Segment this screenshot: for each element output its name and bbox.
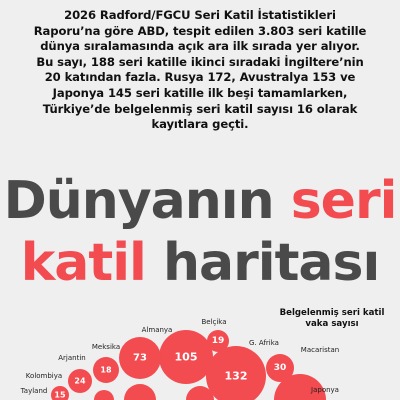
intro-line: Bu sayı, 188 seri katille ikinci sıradaki İngiltere’nin <box>36 54 364 69</box>
bubble-value: 19 <box>211 336 225 346</box>
country-label: Arjantin <box>58 354 86 362</box>
headline-word-accent: seri <box>290 171 397 231</box>
legend-title-line: vaka sayısı <box>305 319 359 329</box>
country-label: Almanya <box>141 326 173 334</box>
bubble-value: 132 <box>224 369 248 383</box>
bubble-value: 15 <box>54 390 66 400</box>
intro-line: dünya sıralamasında açık ara ilk sırada yer alıyor. <box>40 39 360 54</box>
country-label: Kolombiya <box>25 372 63 380</box>
intro-line: kayıtlara geçti. <box>151 117 249 132</box>
bubble-value: 30 <box>273 363 287 373</box>
country-label: G. Afrika <box>249 339 279 347</box>
headline-word: Dünyanın <box>3 171 274 231</box>
intro-line: 2026 Radford/FGCU Seri Katil İstatistikleri <box>64 8 336 22</box>
country-label: Belçika <box>201 318 227 326</box>
country-label: Macaristan <box>300 346 340 354</box>
intro-line: Japonya 145 seri katille ilk beşi tamamlarken, <box>52 85 348 100</box>
headline-word: haritası <box>162 233 380 293</box>
country-label: Tayland <box>20 387 48 395</box>
legend-title-line: Belgelenmiş seri katil <box>279 308 385 318</box>
country-label: Japonya <box>311 386 339 394</box>
headline-word-accent: katil <box>20 233 146 293</box>
country-label: Meksika <box>91 343 121 351</box>
bubble-value: 73 <box>133 352 147 364</box>
bubble-value: 18 <box>100 365 112 375</box>
intro-line: Raporu’na göre ABD, tespit edilen 3.803 seri katille <box>33 23 367 38</box>
intro-line: Türkiye’de belgelenmiş seri katil sayısı 16 olarak <box>42 101 358 116</box>
bubble-value: 105 <box>174 350 198 364</box>
country-bubble <box>124 384 156 400</box>
intro-line: 20 katından fazla. Rusya 172, Avustralya 153 ve <box>44 70 356 85</box>
bubble-value: 24 <box>74 376 86 386</box>
country-bubble <box>94 390 114 400</box>
